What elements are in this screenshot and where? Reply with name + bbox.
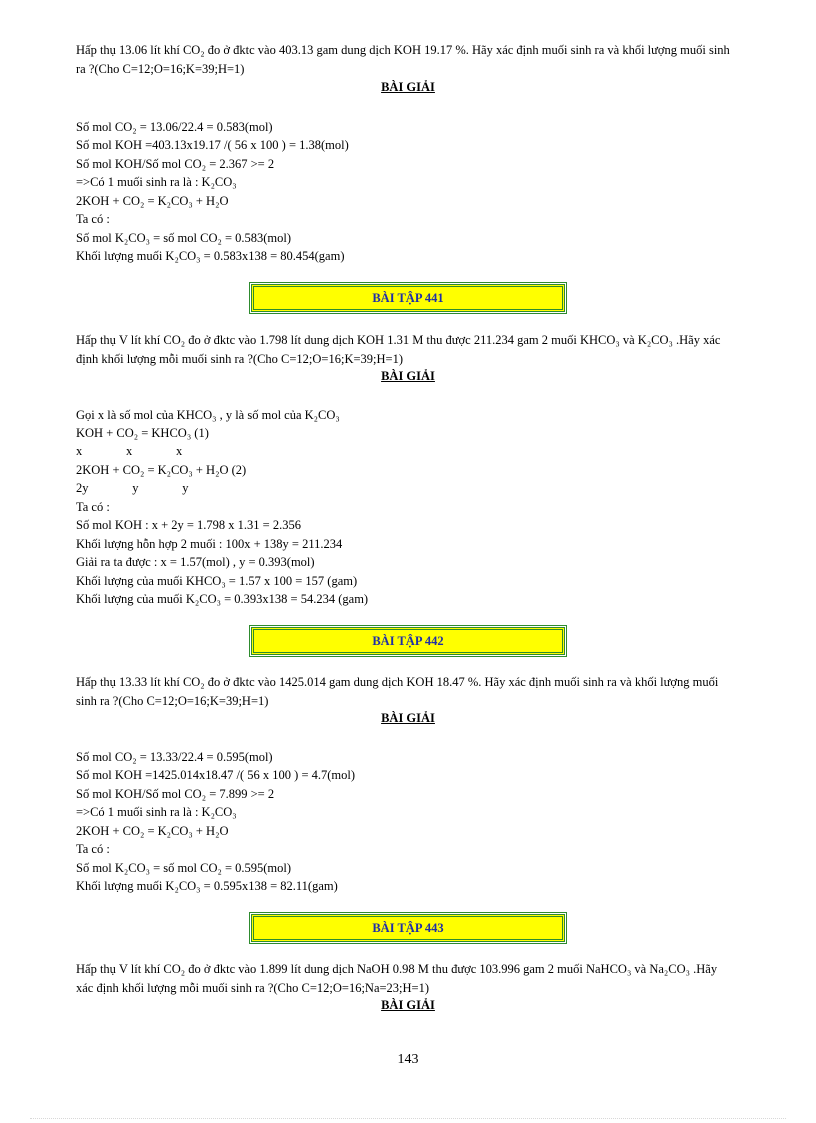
solution-441-line: KOH + CO₂ = KHCO₃ (1) xyxy=(76,426,209,440)
solution-440-line: Ta có : xyxy=(76,212,110,226)
solution-442-line: Số mol CO₂ = 13.33/22.4 = 0.595(mol) xyxy=(76,750,273,764)
solution-440-line: Số mol KOH =403.13x19.17 /( 56 x 100 ) = 1.38(mol) xyxy=(76,138,349,152)
solution-heading-441: BÀI GIẢI xyxy=(381,369,435,383)
exercise-441-banner: BÀI TẬP 441 xyxy=(251,284,565,312)
solution-441-line: Khối lượng hỗn hợp 2 muối : 100x + 138y = 211.234 xyxy=(76,537,343,551)
problem-443-text: Hấp thụ V lít khí CO₂ đo ở đktc vào 1.899 lít dung dịch NaOH 0.98 M thu được 103.996 gam 2 muối NaHCO₃ và Na₂CO₃ .Hãy xác định khối lượng mỗi muối sinh ra ?(Cho C=12;O=16;Na=23;H=1) xyxy=(76,962,718,995)
solution-442-line: Số mol K₂CO₃ = số mol CO₂ = 0.595(mol) xyxy=(76,861,292,875)
exercise-442-banner: BÀI TẬP 442 xyxy=(251,627,565,655)
problem-440-text: Hấp thụ 13.06 lít khí CO₂ đo ở đktc vào 403.13 gam dung dịch KOH 19.17 %. Hãy xác định muối sinh ra và khối lượng muối sinh ra ?(Cho C=12;O=16;K=39;H=1) xyxy=(76,43,730,76)
solution-441-line: Ta có : xyxy=(76,500,110,514)
solution-442-line: Ta có : xyxy=(76,842,110,856)
solution-440-line: =>Có 1 muối sinh ra là : K₂CO₃ xyxy=(76,175,237,189)
solution-heading-440: BÀI GIẢI xyxy=(381,80,435,94)
solution-441-line: Giải ra ta được : x = 1.57(mol) , y = 0.393(mol) xyxy=(76,555,315,569)
solution-440-line: Số mol KOH/Số mol CO₂ = 2.367 >= 2 xyxy=(76,157,275,171)
solution-441-line: Khối lượng của muối KHCO₃ = 1.57 x 100 = 157 (gam) xyxy=(76,574,358,588)
solution-441-line: 2y y y xyxy=(76,481,189,495)
solution-441-line: Gọi x là số mol của KHCO₃ , y là số mol của K₂CO₃ xyxy=(76,408,340,422)
solution-441-line: Khối lượng của muối K₂CO₃ = 0.393x138 = 54.234 (gam) xyxy=(76,592,369,606)
exercise-443-banner: BÀI TẬP 443 xyxy=(251,914,565,942)
solution-442-line: 2KOH + CO₂ = K₂CO₃ + H₂O xyxy=(76,824,229,838)
solution-442-line: Số mol KOH =1425.014x18.47 /( 56 x 100 ) = 4.7(mol) xyxy=(76,768,356,782)
solution-442-line: Khối lượng muối K₂CO₃ = 0.595x138 = 82.11(gam) xyxy=(76,879,338,893)
problem-441-text: Hấp thụ V lít khí CO₂ đo ở đktc vào 1.798 lít dung dịch KOH 1.31 M thu được 211.234 gam 2 muối KHCO₃ và K₂CO₃ .Hãy xác định khối lượng mỗi muối sinh ra ?(Cho C=12;O=16;K=39;H=1) xyxy=(76,333,721,366)
solution-442-line: Số mol KOH/Số mol CO₂ = 7.899 >= 2 xyxy=(76,787,275,801)
solution-heading-442: BÀI GIẢI xyxy=(381,711,435,725)
page-bottom-divider xyxy=(30,1118,786,1119)
solution-440-line: Số mol CO₂ = 13.06/22.4 = 0.583(mol) xyxy=(76,120,273,134)
solution-440-line: 2KOH + CO₂ = K₂CO₃ + H₂O xyxy=(76,194,229,208)
solution-442-line: =>Có 1 muối sinh ra là : K₂CO₃ xyxy=(76,805,237,819)
solution-441-line: x x x xyxy=(76,444,183,458)
solution-441-line: 2KOH + CO₂ = K₂CO₃ + H₂O (2) xyxy=(76,463,247,477)
page-number: 143 xyxy=(397,1052,419,1067)
solution-440-line: Số mol K₂CO₃ = số mol CO₂ = 0.583(mol) xyxy=(76,231,292,245)
problem-442-text: Hấp thụ 13.33 lít khí CO₂ đo ở đktc vào 1425.014 gam dung dịch KOH 18.47 %. Hãy xác định muối sinh ra và khối lượng muối sinh ra ?(Cho C=12;O=16;K=39;H=1) xyxy=(76,675,719,708)
solution-heading-443: BÀI GIẢI xyxy=(381,998,435,1012)
solution-441-line: Số mol KOH : x + 2y = 1.798 x 1.31 = 2.356 xyxy=(76,518,301,532)
solution-440-line: Khối lượng muối K₂CO₃ = 0.583x138 = 80.454(gam) xyxy=(76,249,345,263)
